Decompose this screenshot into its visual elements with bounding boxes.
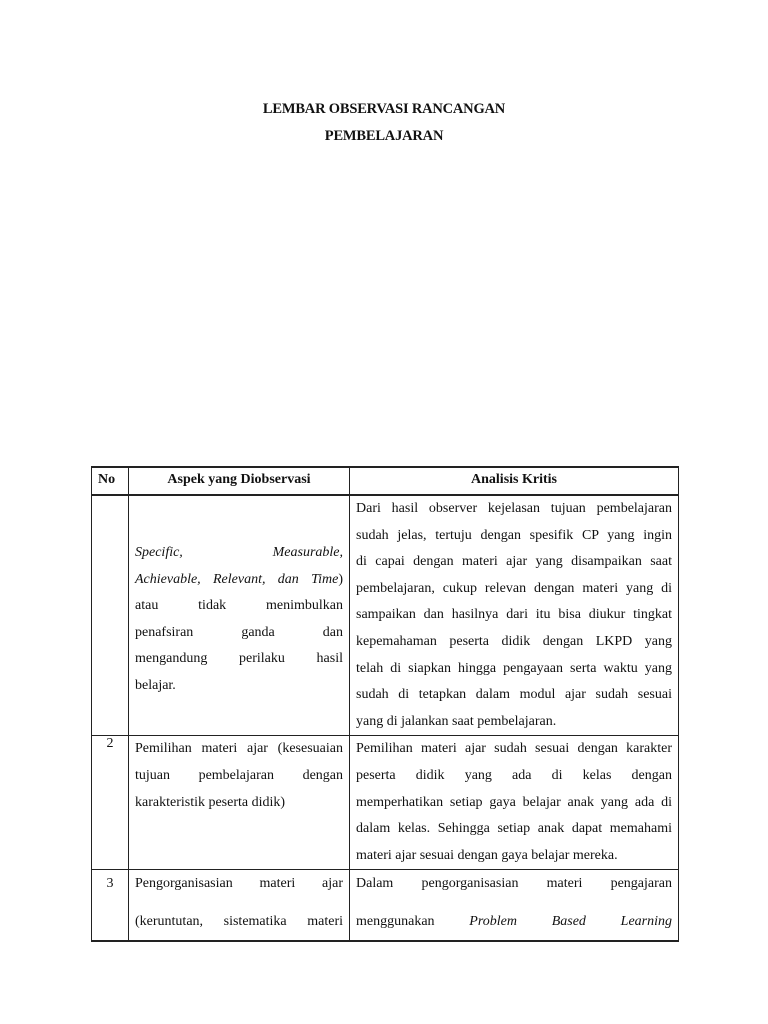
observation-table — [91, 466, 679, 942]
analisis-line: telah di siapkan hingga pengayaan serta waktu yang — [356, 660, 672, 676]
analisis-cell — [350, 736, 679, 870]
analisis-line: sudah jelas, tertuju dengan spesifik CP yang ingin — [356, 527, 672, 543]
analisis-line: Dalam pengorganisasian materi pengajaran — [356, 876, 672, 892]
analisis-line: peserta didik yang ada di kelas dengan — [356, 767, 672, 783]
aspek-line: belajar. — [135, 677, 176, 693]
table-row — [92, 870, 679, 942]
aspek-line: (keruntutan, sistematika materi — [135, 914, 343, 930]
header-no: No — [92, 467, 129, 495]
aspek-line: penafsiran ganda dan — [135, 624, 343, 640]
analisis-line: dalam kelas. Sehingga setiap anak dapat memahami — [356, 821, 672, 837]
document-title-line-1: LEMBAR OBSERVASI RANCANGAN — [262, 101, 506, 117]
analisis-line: di capai dengan materi ajar yang disampaikan saat — [356, 554, 672, 570]
analisis-line: pembelajaran, cukup relevan dengan materi yang di — [356, 580, 672, 596]
analisis-line: materi ajar sesuai dengan gaya belajar mereka. — [356, 847, 618, 863]
aspek-line: Pemilihan materi ajar (kesesuaian — [135, 741, 343, 757]
row-number: 2 — [92, 736, 129, 870]
aspek-line: Specific, Measurable, — [135, 545, 343, 560]
analisis-cell — [350, 870, 679, 942]
header-analisis: Analisis Kritis — [350, 467, 679, 495]
analisis-line: memperhatikan setiap gaya belajar anak yang ada di — [356, 794, 672, 810]
aspek-cell — [129, 870, 350, 942]
table-row — [92, 495, 679, 736]
aspek-italic-text: Achievable, Relevant, dan Time — [135, 571, 339, 587]
analisis-line: sudah di tetapkan dalam modul ajar sudah sesuai — [356, 687, 672, 703]
table-header-row — [92, 467, 679, 495]
analisis-italic-text: Problem Based Learning — [469, 914, 673, 930]
analisis-cell — [350, 495, 679, 736]
aspek-line: atau tidak menimbulkan — [135, 598, 343, 614]
row-number: 3 — [92, 870, 129, 942]
aspek-cell — [129, 736, 350, 870]
document-title-line-2: PEMBELAJARAN — [324, 128, 444, 144]
analisis-text: menggunakan — [356, 914, 435, 930]
aspek-line: tujuan pembelajaran dengan — [135, 767, 343, 783]
aspek-paren: ) — [338, 571, 343, 587]
aspek-line: Pengorganisasian materi ajar — [135, 876, 343, 892]
table-row — [92, 736, 679, 870]
row-number — [92, 495, 129, 736]
aspek-line: mengandung perilaku hasil — [135, 651, 343, 667]
analisis-line — [356, 912, 672, 932]
header-aspek: Aspek yang Diobservasi — [129, 467, 350, 495]
analisis-line: kepemahaman peserta didik dengan LKPD yang — [356, 633, 672, 649]
analisis-line: Dari hasil observer kejelasan tujuan pembelajaran — [356, 501, 672, 516]
aspek-line — [135, 567, 343, 594]
aspek-cell — [129, 495, 350, 736]
aspek-line: karakteristik peserta didik) — [135, 794, 286, 810]
analisis-line: sampaikan dan hasilnya dari itu bisa diukur tingkat — [356, 607, 672, 623]
analisis-line: yang di jalankan saat pembelajaran. — [356, 713, 557, 729]
analisis-line: Pemilihan materi ajar sudah sesuai dengan karakter — [356, 741, 672, 757]
